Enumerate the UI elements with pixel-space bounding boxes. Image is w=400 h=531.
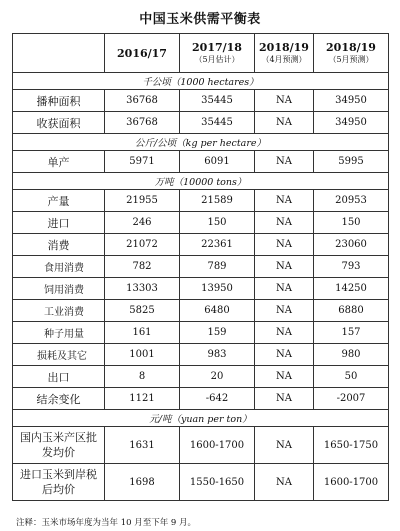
row-label: 进口玉米到岸税后均价 [13,464,105,501]
row-label: 播种面积 [13,90,105,112]
value-cell: NA [255,190,314,212]
unit-row [13,73,389,90]
header-cell-2018-19-april [255,34,314,73]
header-cell-blank [13,34,105,73]
row-label: 损耗及其它 [13,344,105,366]
table-title: 中国玉米供需平衡表 [139,12,261,27]
value-cell: 150 [314,212,389,234]
unit-label: 千公顷（1000 hectares） [13,73,389,90]
value-cell: 157 [314,322,389,344]
header-sub: （5月估计） [194,55,240,64]
header-cell-2018-19-may [314,34,389,73]
value-cell: NA [255,344,314,366]
value-cell: 36768 [105,90,180,112]
value-cell: 35445 [180,112,255,134]
value-cell: NA [255,300,314,322]
value-cell: NA [255,427,314,464]
table-row [13,112,389,134]
header-row [13,34,389,73]
unit-row [13,134,389,151]
row-label: 产量 [13,190,105,212]
value-cell: 21589 [180,190,255,212]
value-cell: 789 [180,256,255,278]
row-label: 国内玉米产区批发均价 [13,427,105,464]
value-cell: 5971 [105,151,180,173]
unit-row [13,410,389,427]
unit-label: 元/吨（yuan per ton） [13,410,389,427]
value-cell: 1600-1700 [180,427,255,464]
row-label: 工业消费 [13,300,105,322]
value-cell: NA [255,151,314,173]
value-cell: 13303 [105,278,180,300]
header-year: 2017/18 [192,41,242,54]
value-cell: NA [255,90,314,112]
value-cell: NA [255,388,314,410]
table-body [13,34,389,501]
value-cell: 22361 [180,234,255,256]
header-year: 2018/19 [326,41,376,54]
table-row [13,151,389,173]
value-cell: 20 [180,366,255,388]
table-row [13,464,389,501]
value-cell: -642 [180,388,255,410]
value-cell: 150 [180,212,255,234]
header-sub: （4月预测） [261,55,307,64]
value-cell: 6880 [314,300,389,322]
row-label: 种子用量 [13,322,105,344]
value-cell: 50 [314,366,389,388]
value-cell: 21072 [105,234,180,256]
value-cell: NA [255,278,314,300]
value-cell: 1600-1700 [314,464,389,501]
header-cell-2017-18 [180,34,255,73]
table-row [13,344,389,366]
table-row [13,388,389,410]
value-cell: 23060 [314,234,389,256]
value-cell: 980 [314,344,389,366]
row-label: 收获面积 [13,112,105,134]
value-cell: 1001 [105,344,180,366]
value-cell: 159 [180,322,255,344]
row-label: 单产 [13,151,105,173]
value-cell: 161 [105,322,180,344]
footnote: 注释：玉米市场年度为当年 10 月至下年 9 月。 [16,518,197,528]
value-cell: 6091 [180,151,255,173]
header-cell-2016-17 [105,34,180,73]
value-cell: 1650-1750 [314,427,389,464]
value-cell: 6480 [180,300,255,322]
table-row [13,234,389,256]
row-label: 出口 [13,366,105,388]
value-cell: NA [255,234,314,256]
value-cell: 21955 [105,190,180,212]
value-cell: 1121 [105,388,180,410]
value-cell: 35445 [180,90,255,112]
header-sub: （5月预测） [328,55,374,64]
row-label: 食用消费 [13,256,105,278]
table-row [13,256,389,278]
unit-label: 万吨（10000 tons） [13,173,389,190]
table-row [13,300,389,322]
value-cell: 5825 [105,300,180,322]
value-cell: 1550-1650 [180,464,255,501]
table-row [13,366,389,388]
row-label: 饲用消费 [13,278,105,300]
value-cell: NA [255,366,314,388]
header-year: 2016/17 [117,46,167,60]
value-cell: 34950 [314,112,389,134]
value-cell: 246 [105,212,180,234]
value-cell: 13950 [180,278,255,300]
value-cell: 14250 [314,278,389,300]
unit-label: 公斤/公顷（kg per hectare） [13,134,389,151]
value-cell: NA [255,212,314,234]
row-label: 消费 [13,234,105,256]
header-year: 2018/19 [259,41,309,54]
value-cell: 8 [105,366,180,388]
value-cell: 34950 [314,90,389,112]
unit-row [13,173,389,190]
table-row [13,427,389,464]
value-cell: NA [255,256,314,278]
supply-demand-table [12,33,389,501]
value-cell: 1698 [105,464,180,501]
table-row [13,90,389,112]
value-cell: 1631 [105,427,180,464]
value-cell: 793 [314,256,389,278]
value-cell: NA [255,112,314,134]
value-cell: 782 [105,256,180,278]
table-row [13,278,389,300]
value-cell: NA [255,322,314,344]
table-row [13,212,389,234]
value-cell: -2007 [314,388,389,410]
row-label: 进口 [13,212,105,234]
value-cell: 5995 [314,151,389,173]
table-row [13,190,389,212]
value-cell: 36768 [105,112,180,134]
row-label: 结余变化 [13,388,105,410]
table-row [13,322,389,344]
value-cell: 20953 [314,190,389,212]
value-cell: NA [255,464,314,501]
value-cell: 983 [180,344,255,366]
